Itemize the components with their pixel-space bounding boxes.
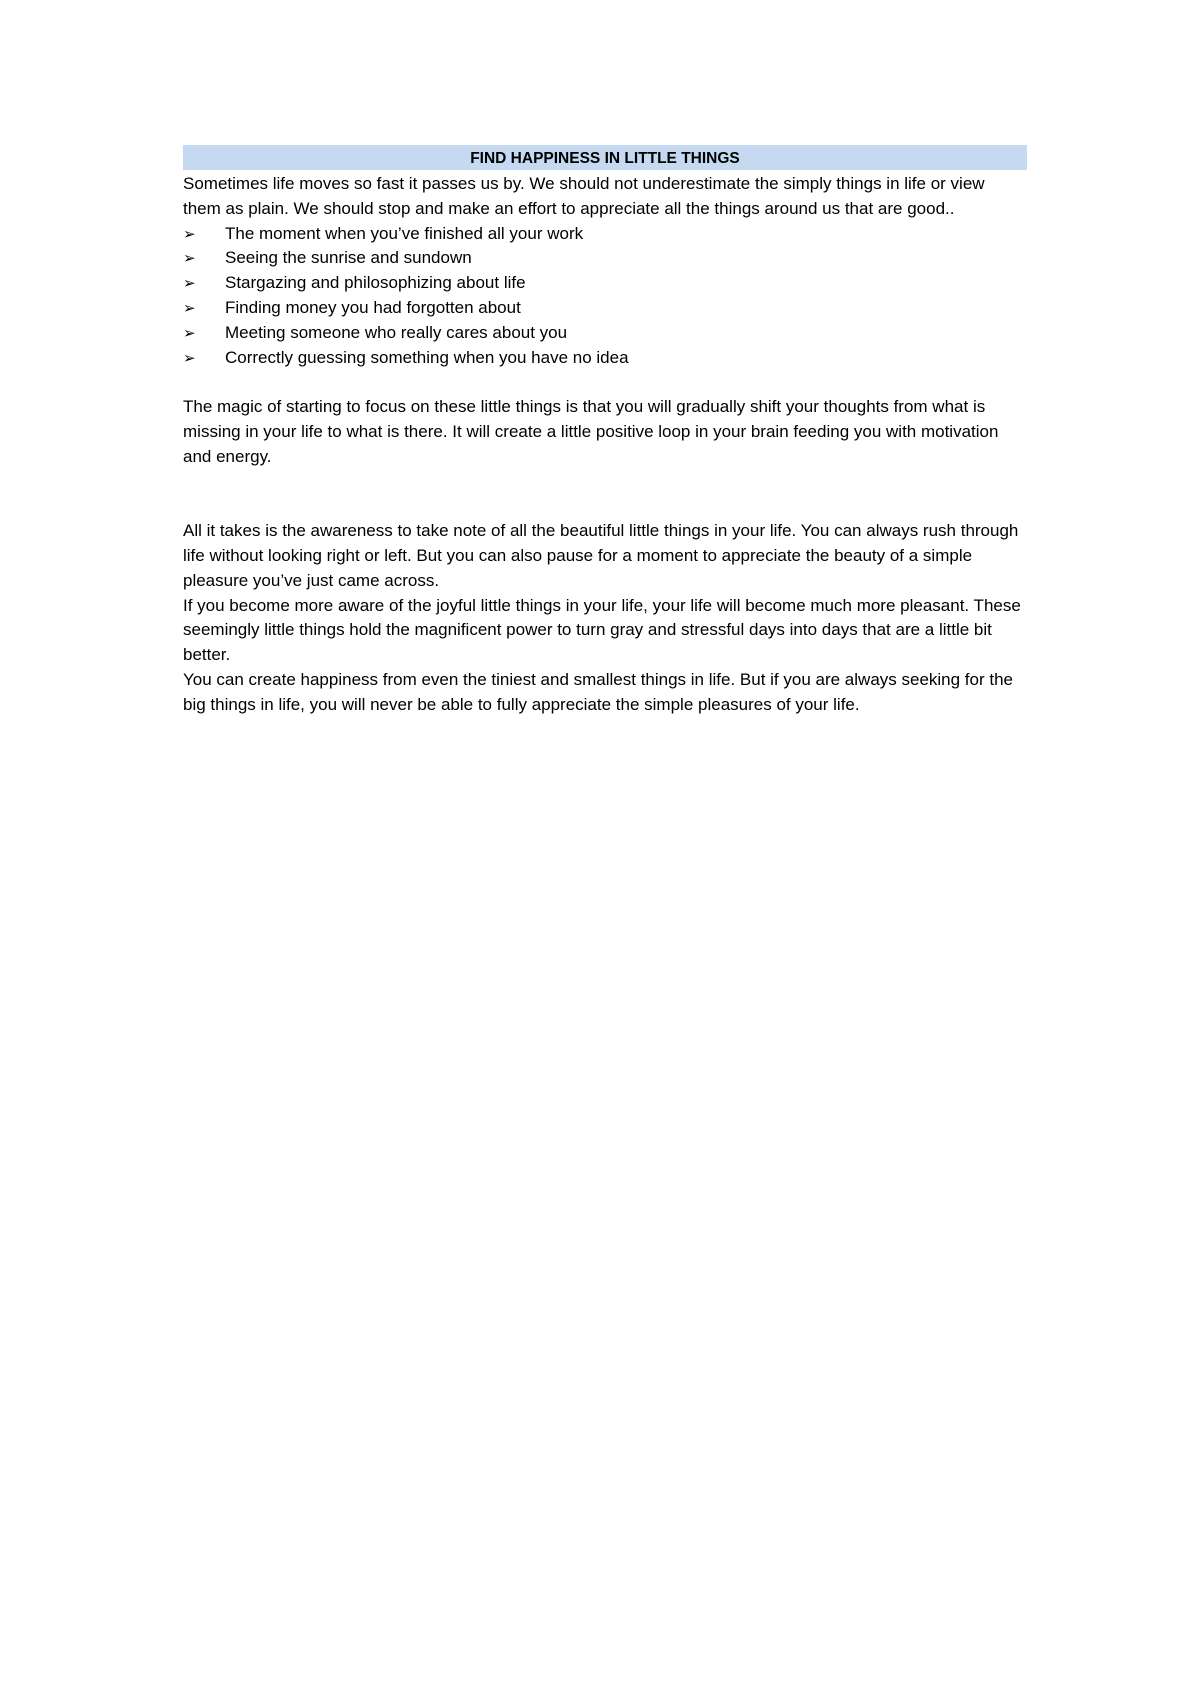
arrowhead-bullet-icon: ➢: [183, 323, 196, 342]
list-item-text: Meeting someone who really cares about you: [225, 322, 568, 342]
arrowhead-bullet-icon: ➢: [183, 249, 196, 268]
blank-line: [183, 370, 1027, 395]
arrowhead-bullet-icon: ➢: [183, 348, 196, 367]
intro-paragraph: Sometimes life moves so fast it passes us by. We should not underestimate the simply things in life or view them as plain. We should stop and make an effort to appreciate all the things around us that are good..: [183, 174, 985, 218]
arrowhead-bullet-icon: ➢: [183, 224, 196, 243]
list-item: [183, 346, 1027, 371]
arrowhead-bullet-icon: ➢: [183, 274, 196, 293]
blank-lines: [183, 470, 1027, 520]
list-item-text: Finding money you had forgotten about: [225, 297, 521, 317]
list-item-text: Stargazing and philosophizing about life: [225, 273, 526, 293]
arrowhead-bullet-icon: ➢: [183, 298, 196, 317]
document-title: FIND HAPPINESS IN LITTLE THINGS: [183, 145, 1027, 170]
create-happiness-paragraph: You can create happiness from even the tiniest and smallest things in life. But if you are always seeking for the big things in life, you will never be able to fully appreciate the simple pleasures of your life.: [183, 669, 1014, 714]
list-item-text: Correctly guessing something when you have no idea: [225, 347, 629, 367]
bullet-list: [183, 222, 1027, 371]
list-item-text: The moment when you’ve finished all your work: [225, 223, 584, 243]
list-item: [183, 271, 1027, 296]
list-item: [183, 296, 1027, 321]
list-item: [183, 321, 1027, 346]
magic-paragraph: The magic of starting to focus on these little things is that you will gradually shift your thoughts from what is missing in your life to what is there. It will create a little positive loop in your brain feeding you with motivation and energy.: [183, 397, 999, 466]
list-item: [183, 246, 1027, 271]
list-item-text: Seeing the sunrise and sundown: [225, 248, 472, 268]
aware-paragraph: If you become more aware of the joyful little things in your life, your life will become much more pleasant. These seemingly little things hold the magnificent power to turn gray and stressful days into days that are a little bit better.: [183, 595, 1021, 665]
awareness-paragraph: All it takes is the awareness to take note of all the beautiful little things in your life. You can always rush through life without looking right or left. But you can also pause for a moment to appreciate the beauty of a simple pleasure you’ve just came across.: [183, 521, 1019, 590]
document-page: [183, 145, 1027, 718]
list-item: [183, 222, 1027, 247]
